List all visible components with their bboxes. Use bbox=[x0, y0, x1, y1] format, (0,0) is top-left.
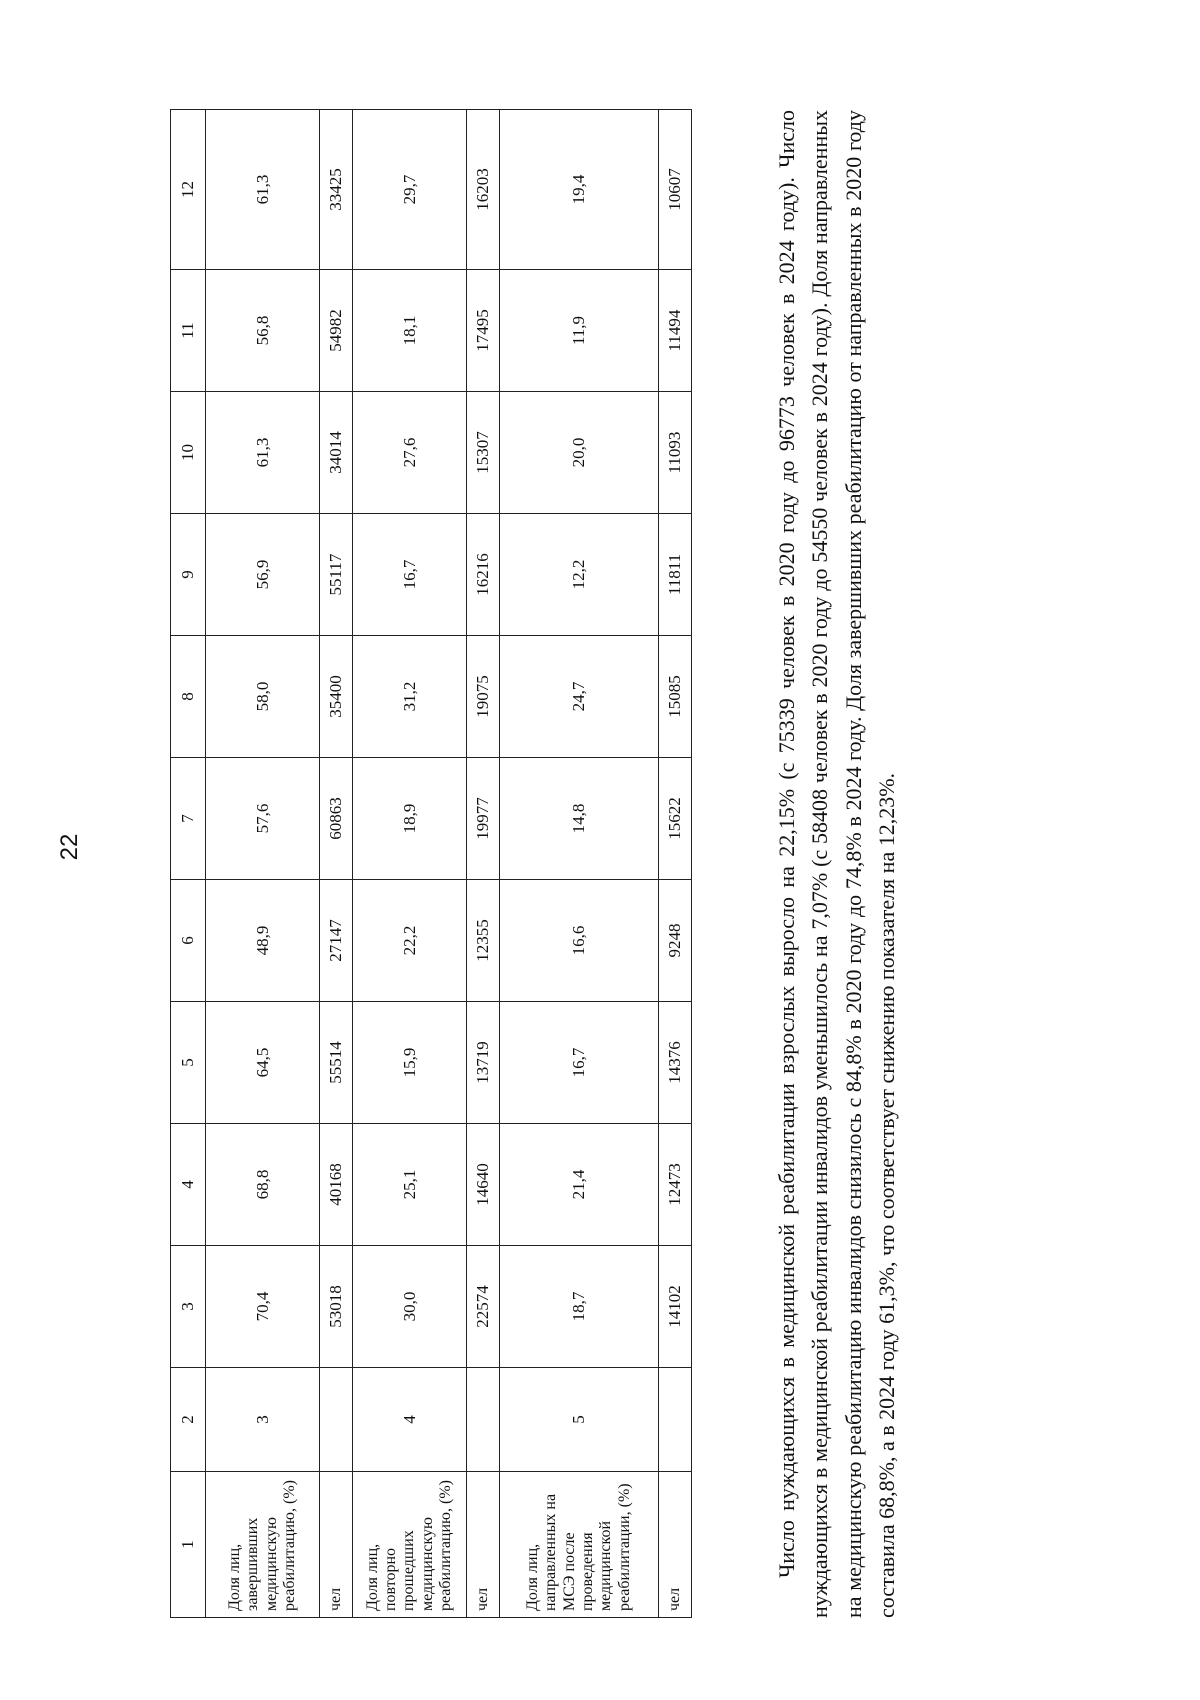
column-header: 10 bbox=[171, 392, 206, 514]
table-cell: 68,8 bbox=[206, 1124, 320, 1246]
table-cell: 10607 bbox=[659, 110, 692, 270]
table-cell: 11811 bbox=[659, 514, 692, 636]
table-cell: 27,6 bbox=[353, 392, 467, 514]
column-header: 2 bbox=[171, 1368, 206, 1472]
table-cell: 35400 bbox=[320, 636, 353, 758]
table-cell bbox=[659, 1368, 692, 1472]
table-cell: 70,4 bbox=[206, 1246, 320, 1368]
table-cell: 16216 bbox=[467, 514, 500, 636]
table-cell: 27147 bbox=[320, 880, 353, 1002]
table-cell: 12355 bbox=[467, 880, 500, 1002]
table-cell: 17495 bbox=[467, 270, 500, 392]
table-cell: 13719 bbox=[467, 1002, 500, 1124]
body-paragraph: Число нуждающихся в медицинской реабилитации взрослых выросло на 22,15% (с 75339 человек в 2020 году до 96773 человек в 2024 году). Число нуждающихся в медицинской реабилитации инвалидов уменьшилось на 7,07% (с 58408 человек в 2020 году до 54550 человек в 2024 году). Доля направленных на медицинскую реабилитацию инвалидов снизилось с 84,8% в 2020 году до 74,8% в 2024 году. Доля завершивших реабилитацию от направленных в 2020 году составила 68,8%, а в 2024 году 61,3%, что соответствует снижению показателя на 12,23%. bbox=[774, 110, 900, 1618]
table-cell: 22,2 bbox=[353, 880, 467, 1002]
table-cell: 16,7 bbox=[353, 514, 467, 636]
table-cell: 18,1 bbox=[353, 270, 467, 392]
table-cell: 31,2 bbox=[353, 636, 467, 758]
column-header: 11 bbox=[171, 270, 206, 392]
table-cell bbox=[467, 1368, 500, 1472]
table-cell: 14102 bbox=[659, 1246, 692, 1368]
table-cell: 18,7 bbox=[500, 1246, 659, 1368]
table-cell: 54982 bbox=[320, 270, 353, 392]
table-cell: 55514 bbox=[320, 1002, 353, 1124]
table-cell: 11093 bbox=[659, 392, 692, 514]
column-header: 4 bbox=[171, 1124, 206, 1246]
table-cell: 58,0 bbox=[206, 636, 320, 758]
column-header: 3 bbox=[171, 1246, 206, 1368]
table-cell: 20,0 bbox=[500, 392, 659, 514]
row-label-cell: Доля лиц, завершивших медицинскую реабилитацию, (%) bbox=[206, 1472, 320, 1618]
table-cell: 19075 bbox=[467, 636, 500, 758]
table-row bbox=[500, 110, 659, 1618]
table-cell: 4 bbox=[353, 1368, 467, 1472]
column-header: 9 bbox=[171, 514, 206, 636]
table-cell: 15307 bbox=[467, 392, 500, 514]
column-header: 8 bbox=[171, 636, 206, 758]
table-cell: 15,9 bbox=[353, 1002, 467, 1124]
rotated-content bbox=[170, 80, 970, 1640]
table-cell: 33425 bbox=[320, 110, 353, 270]
table-cell: 11,9 bbox=[500, 270, 659, 392]
table-cell: 16,6 bbox=[500, 880, 659, 1002]
table-cell: 56,8 bbox=[206, 270, 320, 392]
table-cell: 19977 bbox=[467, 758, 500, 880]
table-cell: 25,1 bbox=[353, 1124, 467, 1246]
column-header: 1 bbox=[171, 1472, 206, 1618]
table-cell: 61,3 bbox=[206, 110, 320, 270]
table-cell: 14376 bbox=[659, 1002, 692, 1124]
data-table bbox=[170, 109, 692, 1618]
table-cell: 34014 bbox=[320, 392, 353, 514]
table-cell: 15085 bbox=[659, 636, 692, 758]
table-cell: 12473 bbox=[659, 1124, 692, 1246]
table-row bbox=[320, 110, 353, 1618]
column-header: 12 bbox=[171, 110, 206, 270]
table-cell: 3 bbox=[206, 1368, 320, 1472]
table-cell: 55117 bbox=[320, 514, 353, 636]
table-row bbox=[206, 110, 320, 1618]
table-cell: 29,7 bbox=[353, 110, 467, 270]
table-cell: 60863 bbox=[320, 758, 353, 880]
table-row bbox=[467, 110, 500, 1618]
table-cell: 14640 bbox=[467, 1124, 500, 1246]
row-label-cell: Доля лиц, направленных на МСЭ после проведения медицинской реабилитации, (%) bbox=[500, 1472, 659, 1618]
row-label-cell: чел bbox=[659, 1472, 692, 1618]
row-label-cell: чел bbox=[467, 1472, 500, 1618]
text-block bbox=[770, 110, 904, 1618]
table-cell: 15622 bbox=[659, 758, 692, 880]
table-cell: 16203 bbox=[467, 110, 500, 270]
table-cell: 40168 bbox=[320, 1124, 353, 1246]
table-cell: 19,4 bbox=[500, 110, 659, 270]
row-label-cell: Доля лиц, повторно прошедших медицинскую реабилитацию, (%) bbox=[353, 1472, 467, 1618]
table-cell: 53018 bbox=[320, 1246, 353, 1368]
table-cell: 12,2 bbox=[500, 514, 659, 636]
table-cell: 56,9 bbox=[206, 514, 320, 636]
column-header: 7 bbox=[171, 758, 206, 880]
table-cell: 11494 bbox=[659, 270, 692, 392]
column-header: 6 bbox=[171, 880, 206, 1002]
row-label-cell: чел bbox=[320, 1472, 353, 1618]
table-cell: 18,9 bbox=[353, 758, 467, 880]
table-cell: 21,4 bbox=[500, 1124, 659, 1246]
table-cell: 30,0 bbox=[353, 1246, 467, 1368]
table-cell: 22574 bbox=[467, 1246, 500, 1368]
table-row bbox=[353, 110, 467, 1618]
table-cell: 5 bbox=[500, 1368, 659, 1472]
table-cell: 64,5 bbox=[206, 1002, 320, 1124]
table-cell: 57,6 bbox=[206, 758, 320, 880]
page-number: 22 bbox=[56, 833, 83, 861]
table-cell bbox=[320, 1368, 353, 1472]
column-header: 5 bbox=[171, 1002, 206, 1124]
table-row bbox=[659, 110, 692, 1618]
header-row bbox=[171, 110, 206, 1618]
table-cell: 14,8 bbox=[500, 758, 659, 880]
table-cell: 61,3 bbox=[206, 392, 320, 514]
table-cell: 24,7 bbox=[500, 636, 659, 758]
table-cell: 9248 bbox=[659, 880, 692, 1002]
table-cell: 48,9 bbox=[206, 880, 320, 1002]
table-cell: 16,7 bbox=[500, 1002, 659, 1124]
